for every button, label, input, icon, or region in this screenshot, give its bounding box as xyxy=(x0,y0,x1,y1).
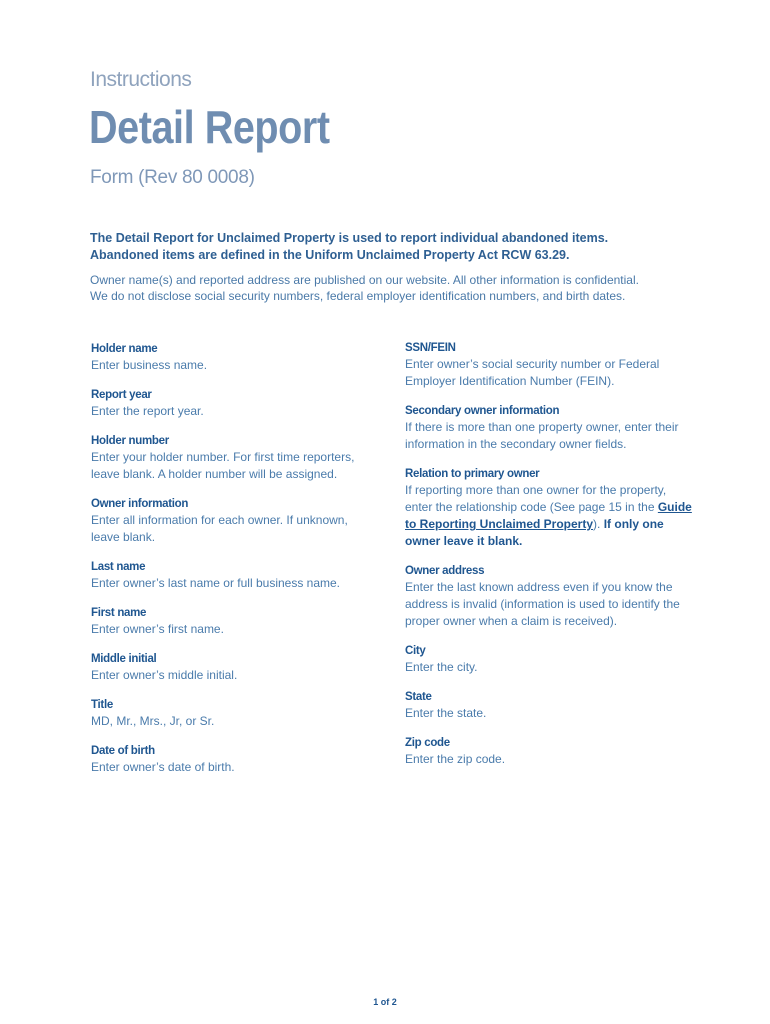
field-label: SSN/FEIN xyxy=(405,342,456,354)
field-description: Enter the state. xyxy=(405,706,487,720)
field-label: Holder number xyxy=(91,435,169,447)
field-description: Enter owner’s social security number or Federal Employer Identification Number (FEIN). xyxy=(405,357,660,388)
field-label: Date of birth xyxy=(91,745,155,757)
field-label: First name xyxy=(91,607,147,619)
field-label: Secondary owner information xyxy=(405,405,560,417)
field-middle-initial xyxy=(91,651,366,684)
field-report-year xyxy=(91,387,366,420)
field-owner-address xyxy=(405,563,680,630)
field-description xyxy=(405,482,695,550)
field-ssn-fein xyxy=(405,340,680,390)
field-label: Owner address xyxy=(405,565,485,577)
section-kicker: Instructions xyxy=(90,68,192,91)
field-description: Enter the report year. xyxy=(91,404,204,418)
relation-desc-close: ). xyxy=(593,517,601,531)
field-secondary-owner xyxy=(405,403,680,453)
field-holder-name xyxy=(91,341,366,374)
left-column xyxy=(91,341,366,789)
field-last-name xyxy=(91,559,366,592)
field-title xyxy=(91,697,366,730)
field-description: Enter the city. xyxy=(405,660,478,674)
field-description: MD, Mr., Mrs., Jr, or Sr. xyxy=(91,714,215,728)
field-date-of-birth xyxy=(91,743,366,776)
field-description: Enter owner’s last name or full business name. xyxy=(91,576,341,590)
field-owner-information xyxy=(91,496,366,546)
field-description: Enter the last known address even if you know the address is invalid (information is used to identify the proper owner when a claim is received). xyxy=(405,580,680,628)
field-label: Relation to primary owner xyxy=(405,468,540,480)
field-label: Title xyxy=(91,699,113,711)
page-number: 1 of 2 xyxy=(373,997,397,1007)
field-description: Enter your holder number. For first time reporters, leave blank. A holder number will be assigned. xyxy=(91,450,355,481)
field-label: City xyxy=(405,645,426,657)
field-description: Enter the zip code. xyxy=(405,752,506,766)
field-description: Enter owner’s middle initial. xyxy=(91,668,238,682)
field-first-name xyxy=(91,605,366,638)
privacy-note: Owner name(s) and reported address are published on our website. All other information is confidential. We do not disclose social security numbers, federal employer identification numbers, and birth dates. xyxy=(90,273,639,303)
field-state xyxy=(405,689,680,722)
field-label: Middle initial xyxy=(91,653,157,665)
field-relation-to-primary-owner xyxy=(405,466,692,550)
field-description: Enter owner’s first name. xyxy=(91,622,224,636)
right-column xyxy=(405,340,692,781)
field-zip-code xyxy=(405,735,680,768)
field-city xyxy=(405,643,680,676)
guide-link[interactable]: Guide to Reporting Unclaimed Property xyxy=(405,500,692,531)
field-label: Last name xyxy=(91,561,146,573)
field-description: If there is more than one property owner, enter their information in the secondary owner fields. xyxy=(405,420,679,451)
field-label: Zip code xyxy=(405,737,450,749)
field-description: Enter all information for each owner. If unknown, leave blank. xyxy=(91,513,348,544)
page-title: Detail Report xyxy=(89,101,330,153)
relation-desc-emphasis: If only one owner leave it blank. xyxy=(405,517,664,548)
field-label: Holder name xyxy=(91,343,158,355)
field-description: Enter owner’s date of birth. xyxy=(91,760,235,774)
field-label: State xyxy=(405,691,432,703)
relation-desc-text: If reporting more than one owner for the property, enter the relationship code (See page 15 in the xyxy=(405,483,667,514)
field-description: Enter business name. xyxy=(91,358,208,372)
field-label: Owner information xyxy=(91,498,189,510)
form-number: Form (Rev 80 0008) xyxy=(90,167,255,188)
field-label: Report year xyxy=(91,389,152,401)
intro-paragraph: The Detail Report for Unclaimed Property is used to report individual abandoned items. Abandoned items are defined in the Uniform Unclaimed Property Act RCW 63.29. xyxy=(90,231,609,262)
field-holder-number xyxy=(91,433,366,483)
